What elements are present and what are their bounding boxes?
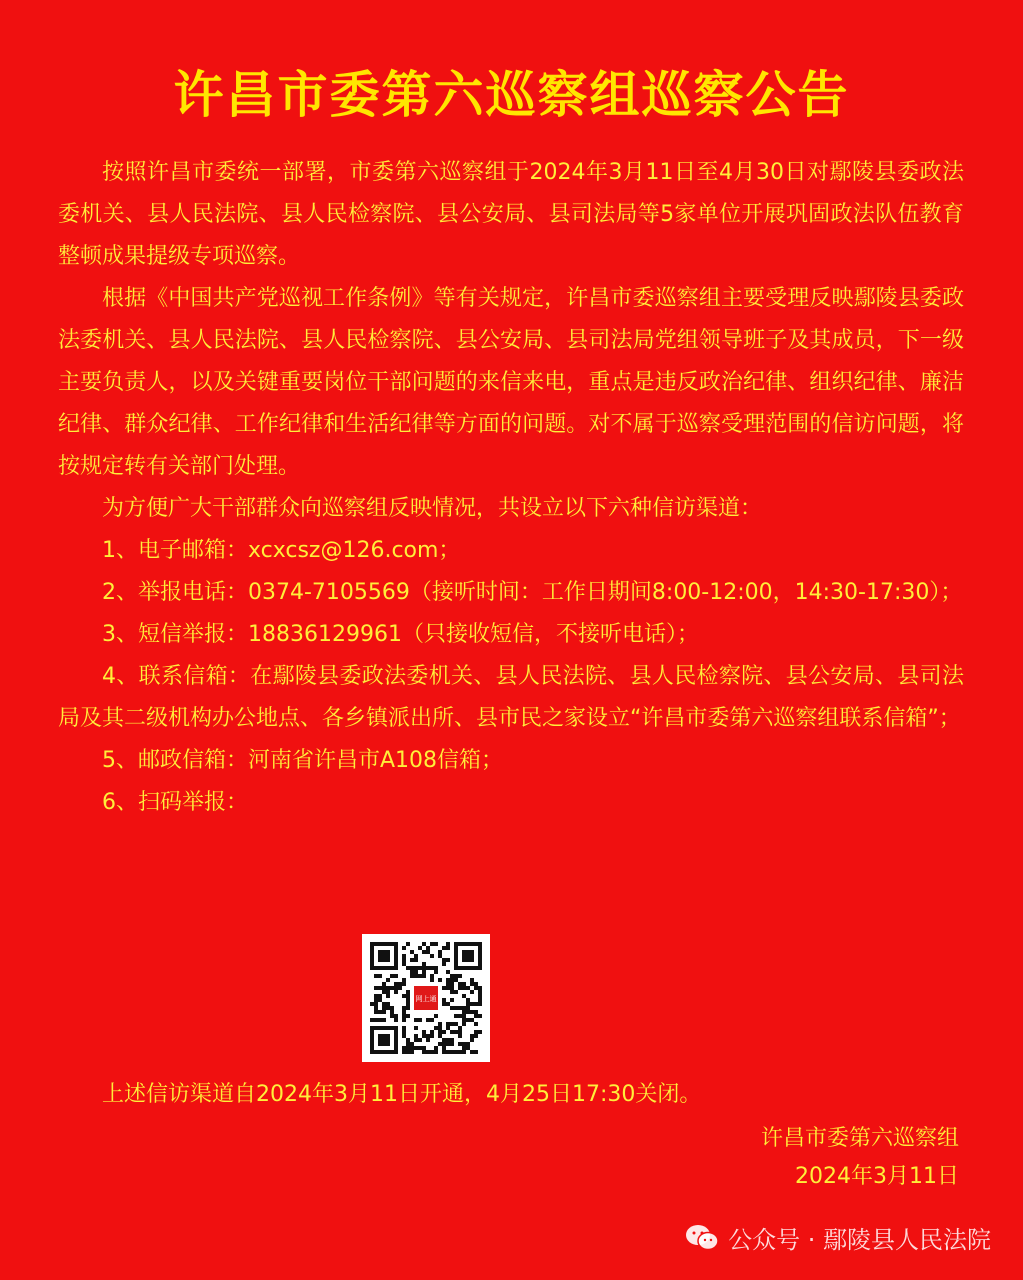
qr-module — [458, 974, 462, 978]
qr-module — [462, 986, 466, 990]
paragraph-scope: 根据《中国共产党巡视工作条例》等有关规定，许昌市委巡察组主要受理反映鄢陵县委政法委机关、县人民法院、县人民检察院、县公安局、县司法局党组领导班子及其成员，下一级主要负责人，以及关键重要岗位干部问题的来信来电，重点是违反政治纪律、组织纪律、廉洁纪律、群众纪律、工作纪律和生活纪律等方面的问题。对不属于巡察受理范围的信访问题，将按规定转有关部门处理。 — [58, 286, 964, 479]
qr-module — [402, 954, 406, 958]
qr-module — [410, 974, 414, 978]
qr-module — [434, 1014, 438, 1018]
qr-module — [430, 1030, 434, 1034]
qr-module — [410, 1042, 414, 1046]
qr-module — [374, 1002, 378, 1006]
qr-module — [458, 982, 462, 986]
wechat-icon — [684, 1223, 720, 1253]
account-watermark — [684, 1220, 991, 1255]
qr-module — [478, 1014, 482, 1018]
qr-module — [438, 954, 442, 958]
qr-module — [430, 1018, 434, 1022]
qr-module — [406, 1038, 410, 1042]
qr-module — [390, 974, 394, 978]
qr-module — [474, 982, 478, 986]
qr-module — [478, 1002, 482, 1006]
qr-module — [426, 1034, 430, 1038]
qr-module — [382, 990, 386, 994]
qr-module — [450, 1038, 454, 1042]
qr-module — [446, 978, 450, 982]
qr-module — [462, 1010, 466, 1014]
qr-module — [386, 1002, 390, 1006]
watermark-text: 公众号 · 鄢陵县人民法院 — [728, 1226, 991, 1254]
qr-module — [466, 1042, 470, 1046]
qr-module — [430, 978, 434, 982]
qr-module — [378, 974, 382, 978]
qr-module — [450, 1006, 454, 1010]
qr-module — [426, 1018, 430, 1022]
qr-module — [378, 986, 382, 990]
qr-module — [422, 966, 426, 970]
qr-module — [478, 1030, 482, 1034]
qr-module — [442, 1050, 446, 1054]
qr-module — [454, 974, 458, 978]
qr-module — [478, 986, 482, 990]
qr-module — [438, 1022, 442, 1026]
qr-module — [466, 1006, 470, 1010]
qr-module — [414, 966, 418, 970]
qr-module — [402, 1006, 406, 1010]
qr-module — [474, 1002, 478, 1006]
qr-module — [446, 946, 450, 950]
qr-module — [402, 962, 406, 966]
qr-module — [450, 978, 454, 982]
qr-module — [374, 974, 378, 978]
qr-module — [434, 942, 438, 946]
qr-module — [382, 1018, 386, 1022]
qr-module — [466, 986, 470, 990]
qr-module — [382, 986, 386, 990]
qr-module — [458, 1050, 462, 1054]
qr-module — [414, 970, 418, 974]
qr-module — [450, 990, 454, 994]
qr-module — [474, 1014, 478, 1018]
qr-module — [402, 1034, 406, 1038]
qr-module — [386, 994, 390, 998]
qr-module — [470, 1034, 474, 1038]
qr-module — [430, 942, 434, 946]
qr-module — [466, 1002, 470, 1006]
qr-module — [474, 1030, 478, 1034]
qr-module — [462, 1014, 466, 1018]
qr-module — [438, 978, 442, 982]
qr-module — [414, 974, 418, 978]
qr-module — [458, 1026, 462, 1030]
qr-module — [374, 1010, 378, 1014]
qr-module — [402, 958, 406, 962]
qr-module — [446, 1038, 450, 1042]
qr-module — [434, 1026, 438, 1030]
qr-module — [462, 982, 466, 986]
qr-module — [454, 1030, 458, 1034]
qr-module — [418, 946, 422, 950]
qr-module — [422, 1030, 426, 1034]
notice-title: 许昌市委第六巡察组巡察公告 — [173, 65, 850, 124]
qr-module — [430, 974, 434, 978]
notice-body — [58, 152, 964, 824]
qr-module — [438, 1026, 442, 1030]
qr-module — [370, 1002, 374, 1006]
qr-module — [382, 1006, 386, 1010]
qr-module — [374, 1018, 378, 1022]
qr-module — [462, 1050, 466, 1054]
qr-module — [414, 1046, 418, 1050]
qr-module — [446, 1050, 450, 1054]
qr-module — [406, 1042, 410, 1046]
qr-module — [402, 1014, 406, 1018]
qr-module — [382, 1010, 386, 1014]
qr-module — [394, 1018, 398, 1022]
qr-module — [390, 1010, 394, 1014]
qr-module — [418, 1018, 422, 1022]
qr-module — [438, 1034, 442, 1038]
qr-module — [394, 1014, 398, 1018]
qr-module — [442, 962, 446, 966]
qr-module — [430, 954, 434, 958]
qr-module — [462, 1022, 466, 1026]
qr-module — [402, 1010, 406, 1014]
qr-module — [474, 1022, 478, 1026]
qr-module — [426, 950, 430, 954]
qr-module — [434, 1046, 438, 1050]
qr-module — [394, 982, 398, 986]
qr-module — [470, 1002, 474, 1006]
qr-module — [402, 994, 406, 998]
qr-module — [426, 1038, 430, 1042]
qr-module — [414, 958, 418, 962]
qr-module — [454, 1050, 458, 1054]
qr-module — [438, 1042, 442, 1046]
qr-module — [386, 978, 390, 982]
qr-module — [374, 998, 378, 1002]
qr-module — [402, 946, 406, 950]
qr-module — [374, 994, 378, 998]
qr-module — [402, 982, 406, 986]
qr-module — [470, 1018, 474, 1022]
qr-module — [450, 1050, 454, 1054]
qr-module — [442, 1002, 446, 1006]
qr-module — [454, 1022, 458, 1026]
qr-module — [422, 970, 426, 974]
qr-module — [474, 986, 478, 990]
qr-module — [418, 966, 422, 970]
qr-module — [402, 1018, 406, 1022]
qr-module — [446, 982, 450, 986]
qr-module — [406, 1006, 410, 1010]
qr-module — [450, 986, 454, 990]
qr-module — [446, 1042, 450, 1046]
qr-module — [410, 1046, 414, 1050]
signature-date: 2024年3月11日 — [795, 1164, 959, 1189]
qr-module — [422, 1050, 426, 1054]
qr-module — [426, 946, 430, 950]
qr-module — [458, 1030, 462, 1034]
qr-module — [458, 1006, 462, 1010]
qr-module — [402, 1026, 406, 1030]
qr-module — [394, 974, 398, 978]
qr-module — [466, 1018, 470, 1022]
qr-module — [418, 974, 422, 978]
channel-sms: 3、短信举报：18836129961（只接收短信，不接听电话）； — [102, 622, 699, 647]
qr-module — [466, 1046, 470, 1050]
channel-email: 1、电子邮箱：xcxcsz@126.com； — [102, 538, 461, 563]
qr-module — [442, 946, 446, 950]
qr-module — [462, 1046, 466, 1050]
qr-module — [462, 1042, 466, 1046]
qr-module — [398, 986, 402, 990]
qr-module — [410, 966, 414, 970]
qr-module — [458, 1014, 462, 1018]
qr-module — [406, 990, 410, 994]
qr-module — [434, 1050, 438, 1054]
channel-qr: 6、扫码举报： — [102, 790, 248, 815]
qr-module — [402, 1050, 406, 1054]
qr-module — [386, 1006, 390, 1010]
qr-module — [406, 994, 410, 998]
qr-module — [474, 1034, 478, 1038]
qr-module — [478, 994, 482, 998]
qr-module — [390, 986, 394, 990]
qr-module — [446, 970, 450, 974]
qr-module — [374, 986, 378, 990]
qr-module — [378, 1018, 382, 1022]
qr-module — [454, 978, 458, 982]
qr-module — [462, 994, 466, 998]
qr-module — [450, 1030, 454, 1034]
qr-module — [422, 1034, 426, 1038]
channel-mailbox: 4、联系信箱：在鄢陵县委政法委机关、县人民法院、县人民检察院、县公安局、县司法局及其二级机构办公地点、各乡镇派出所、县市民之家设立“许昌市委第六巡察组联系信箱”； — [58, 664, 964, 731]
qr-module — [406, 1046, 410, 1050]
qr-module — [470, 1010, 474, 1014]
qr-module — [454, 990, 458, 994]
qr-module — [414, 1018, 418, 1022]
qr-module — [426, 1050, 430, 1054]
qr-module — [410, 950, 414, 954]
qr-module — [402, 1046, 406, 1050]
qr-module — [446, 986, 450, 990]
qr-module — [442, 1046, 446, 1050]
qr-module — [410, 958, 414, 962]
qr-module — [470, 1050, 474, 1054]
qr-module — [466, 1010, 470, 1014]
qr-module — [434, 966, 438, 970]
qr-module — [374, 1006, 378, 1010]
qr-module — [474, 1050, 478, 1054]
qr-module — [386, 990, 390, 994]
qr-module — [430, 1034, 434, 1038]
qr-module — [438, 1030, 442, 1034]
qr-module — [442, 958, 446, 962]
qr-module — [422, 950, 426, 954]
qr-module — [458, 1034, 462, 1038]
qr-module — [378, 994, 382, 998]
paragraph-channels-intro: 为方便广大干部群众向巡察组反映情况，共设立以下六种信访渠道： — [102, 496, 763, 521]
qr-module — [390, 1014, 394, 1018]
qr-module — [470, 990, 474, 994]
qr-module — [446, 958, 450, 962]
qr-module — [382, 982, 386, 986]
qr-module — [430, 1050, 434, 1054]
qr-module — [382, 1002, 386, 1006]
qr-module — [442, 1038, 446, 1042]
qr-module — [458, 986, 462, 990]
qr-code-image — [362, 934, 490, 1062]
qr-module — [406, 1050, 410, 1054]
qr-module — [406, 1014, 410, 1018]
qr-module — [410, 970, 414, 974]
qr-module — [418, 1038, 422, 1042]
qr-module — [470, 1038, 474, 1042]
qr-module — [462, 1018, 466, 1022]
qr-module — [394, 986, 398, 990]
qr-module — [446, 1022, 450, 1026]
qr-module — [434, 970, 438, 974]
qr-module — [402, 978, 406, 982]
qr-module — [406, 942, 410, 946]
qr-module — [422, 974, 426, 978]
qr-module — [458, 1042, 462, 1046]
qr-module — [462, 1006, 466, 1010]
qr-module — [446, 942, 450, 946]
qr-module — [430, 966, 434, 970]
qr-module — [414, 1038, 418, 1042]
qr-module — [446, 1002, 450, 1006]
qr-module — [414, 1034, 418, 1038]
qr-module — [406, 966, 410, 970]
qr-module — [470, 982, 474, 986]
qr-center-label: 网上通 — [415, 995, 437, 1003]
qr-module — [442, 986, 446, 990]
qr-module — [466, 998, 470, 1002]
qr-module — [454, 1006, 458, 1010]
qr-code[interactable] — [362, 934, 490, 1062]
qr-module — [378, 998, 382, 1002]
qr-module — [450, 982, 454, 986]
qr-module — [422, 962, 426, 966]
qr-module — [378, 1010, 382, 1014]
qr-module — [478, 990, 482, 994]
paragraph-intro: 按照许昌市委统一部署，市委第六巡察组于2024年3月11日至4月30日对鄢陵县委政法委机关、县人民法院、县人民检察院、县公安局、县司法局等5家单位开展巩固政法队伍教育整顿成果提级专项巡察。 — [58, 160, 964, 269]
qr-module — [386, 986, 390, 990]
qr-module — [370, 1018, 374, 1022]
qr-module — [418, 1046, 422, 1050]
closing-statement: 上述信访渠道自2024年3月11日开通，4月25日17:30关闭。 — [102, 1082, 702, 1107]
qr-module — [422, 942, 426, 946]
qr-module — [394, 990, 398, 994]
channel-postal: 5、邮政信箱：河南省许昌市A108信箱； — [102, 748, 504, 773]
qr-module — [414, 1026, 418, 1030]
qr-module — [450, 1022, 454, 1026]
qr-module — [450, 974, 454, 978]
qr-module — [478, 998, 482, 1002]
qr-module — [470, 978, 474, 982]
qr-module — [402, 1030, 406, 1034]
qr-module — [398, 982, 402, 986]
qr-module — [442, 998, 446, 1002]
qr-module — [426, 966, 430, 970]
qr-module — [450, 1042, 454, 1046]
qr-module — [406, 998, 410, 1002]
qr-module — [442, 1042, 446, 1046]
qr-module — [390, 1006, 394, 1010]
qr-module — [442, 1030, 446, 1034]
qr-module — [450, 998, 454, 1002]
qr-module — [422, 1046, 426, 1050]
signature-org: 许昌市委第六巡察组 — [760, 1126, 959, 1151]
channel-phone: 2、举报电话：0374-7105569（接听时间：工作日期间8:00-12:00，14:30-17:30）； — [102, 580, 963, 605]
qr-module — [438, 950, 442, 954]
qr-module — [414, 954, 418, 958]
qr-module — [406, 1002, 410, 1006]
qr-module — [446, 1026, 450, 1030]
qr-module — [454, 1014, 458, 1018]
qr-module — [410, 1050, 414, 1054]
qr-module — [474, 1010, 478, 1014]
